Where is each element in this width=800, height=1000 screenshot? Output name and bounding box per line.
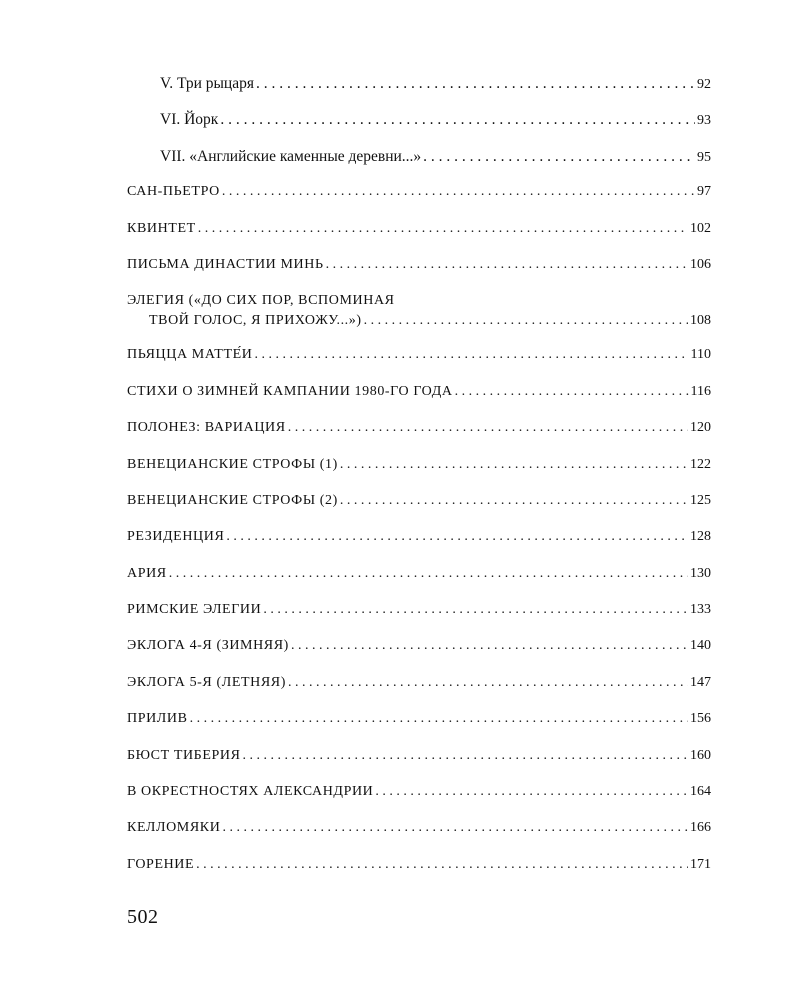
toc-entry-page: 133 [690,602,711,618]
page-number: 502 [127,906,159,928]
toc-entry-title: БЮСТ ТИБЕРИЯ [127,747,241,763]
dot-leader [222,821,688,835]
toc-entry-title: В ОКРЕСТНОСТЯХ АЛЕКСАНДРИИ [127,784,374,800]
toc-entry-title: СТИХИ О ЗИМНЕЙ КАМПАНИИ 1980-ГО ГОДА [127,383,453,399]
dot-leader [256,76,695,92]
toc-entry-page: 97 [697,184,711,200]
toc-entry [127,385,711,421]
toc-entry-page: 130 [690,565,711,581]
toc-entry-page: 160 [690,747,711,763]
toc-entry [127,421,711,457]
toc-entry-page: 116 [690,383,711,399]
toc-entry-title: V. Три рыцаря [160,75,254,92]
toc-entry [127,712,711,748]
toc-entry-page: 164 [690,784,711,800]
dot-leader [340,494,688,508]
toc-entry-title: ГОРЕНИЕ [127,856,195,872]
toc-entry [127,258,711,294]
toc-entry-page: 106 [690,256,711,272]
toc-entry [127,294,711,348]
toc-entry-title: КВИНТЕТ [127,220,196,236]
toc-entry-title: АРИЯ [127,565,167,581]
toc-entry [127,639,711,675]
toc-entry-title: ПРИЛИВ [127,711,188,727]
toc-entry-continuation [127,314,711,328]
toc-entry [127,348,711,384]
toc-entry-page: 147 [690,674,711,690]
toc-entry [127,749,711,785]
dot-leader [169,567,688,581]
toc-entry-page: 92 [697,77,711,92]
toc-entry-page: 140 [690,638,711,654]
dot-leader [254,348,688,362]
toc-entry-page: 108 [690,313,711,329]
dot-leader [340,458,688,472]
toc-entry-page: 171 [690,856,711,872]
toc-entry-page: 128 [690,529,711,545]
dot-leader [423,149,695,165]
toc-entry-title: VII. «Английские каменные деревни...» [160,147,422,165]
toc-entry-page: 93 [697,113,711,129]
toc-entry-title: ЭЛЕГИЯ («ДО СИХ ПОР, ВСПОМИНАЯ [127,293,395,309]
toc-entry-title: ПЬЯЦЦА МАТТЕ́И [127,347,253,363]
toc-entry-title-continued: ТВОЙ ГОЛОС, Я ПРИХОЖУ...») [149,313,362,329]
toc-entry [127,222,711,258]
dot-leader [220,112,695,128]
toc-entry [127,785,711,821]
toc-entry-page: 156 [690,711,711,727]
toc-entry-title: КЕЛЛОМЯКИ [127,820,221,836]
dot-leader [288,421,688,435]
dot-leader [263,603,688,617]
dot-leader [243,749,688,763]
toc-entry-title: РЕЗИДЕНЦИЯ [127,529,225,545]
toc-entry-title: ПОЛОНЕЗ: ВАРИАЦИЯ [127,420,286,436]
toc-entry-title: САН-ПЬЕТРО [127,184,220,200]
dot-leader [364,314,688,328]
table-of-contents [127,76,711,894]
toc-entry-page: 95 [697,149,711,165]
toc-entry [127,149,711,185]
toc-entry-title: ЭКЛОГА 4-Я (ЗИМНЯЯ) [127,638,289,654]
dot-leader [198,222,688,236]
toc-entry-title: ВЕНЕЦИАНСКИЕ СТРОФЫ (2) [127,492,338,508]
toc-entry-title: ВЕНЕЦИАНСКИЕ СТРОФЫ (1) [127,456,338,472]
toc-entry [127,567,711,603]
toc-entry-page: 125 [690,492,711,508]
toc-entry-page: 102 [690,220,711,236]
toc-entry-title: VI. Йорк [160,111,219,129]
toc-entry-title: ПИСЬМА ДИНАСТИИ МИНЬ [127,256,324,272]
dot-leader [455,385,689,399]
toc-entry [127,112,711,148]
toc-entry [127,458,711,494]
toc-entry-title: ЭКЛОГА 5-Я (ЛЕТНЯЯ) [127,674,286,690]
toc-entry-page: 120 [690,420,711,436]
toc-entry [127,76,711,112]
toc-entry-title: РИМСКИЕ ЭЛЕГИИ [127,602,262,618]
toc-entry [127,676,711,712]
toc-entry [127,185,711,221]
dot-leader [291,639,688,653]
dot-leader [375,785,688,799]
dot-leader [196,858,688,872]
dot-leader [326,258,688,272]
dot-leader [190,712,688,726]
toc-entry [127,858,711,894]
toc-entry-page: 122 [690,456,711,472]
toc-entry [127,821,711,857]
toc-entry-page: 110 [690,347,711,363]
toc-entry [127,530,711,566]
dot-leader [288,676,688,690]
dot-leader [222,185,695,199]
dot-leader [226,530,688,544]
toc-entry [127,494,711,530]
toc-entry-page: 166 [690,820,711,836]
toc-entry [127,603,711,639]
